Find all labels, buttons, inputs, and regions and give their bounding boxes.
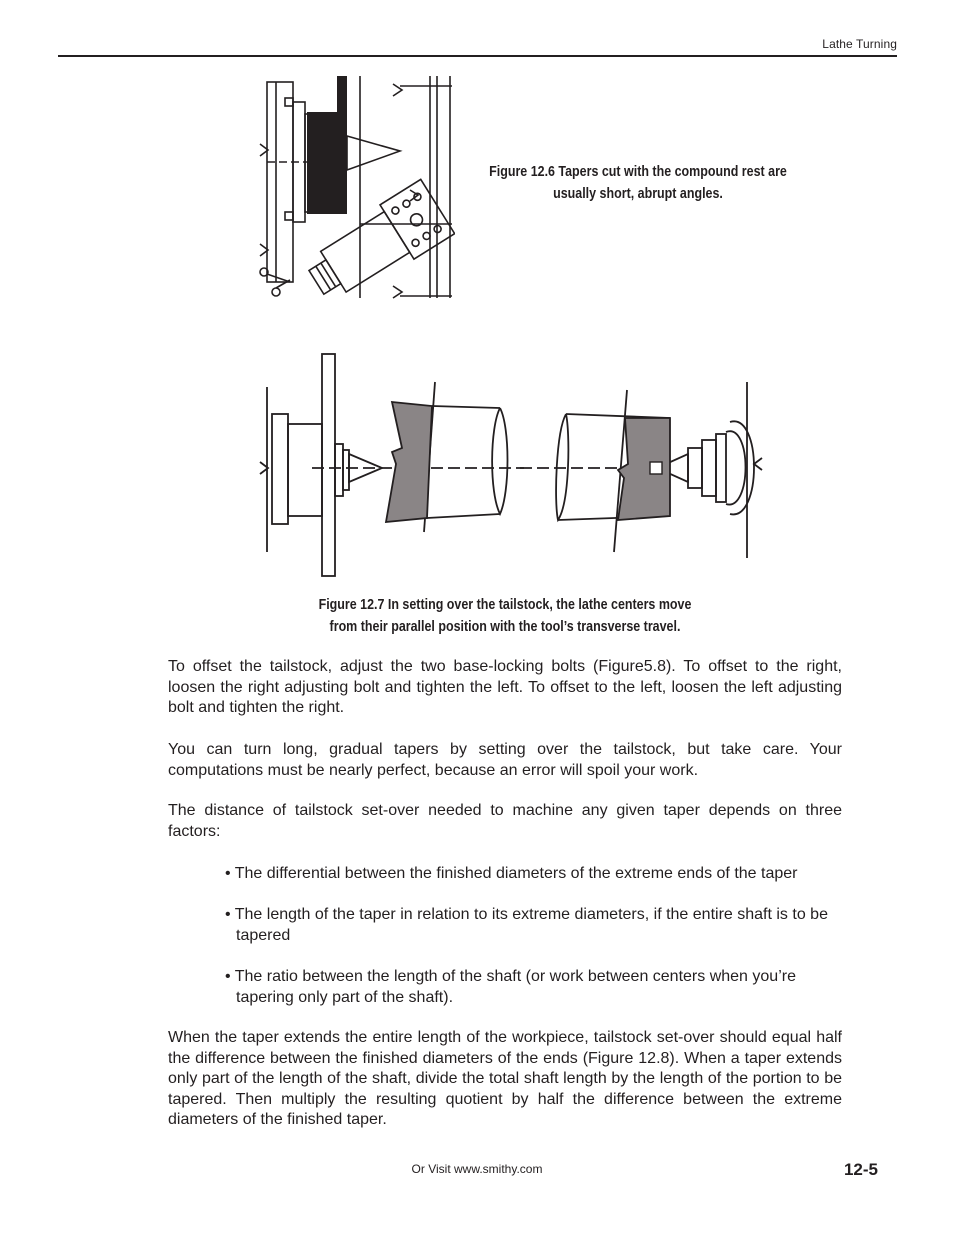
caption-line: Figure 12.6 Tapers cut with the compound rest are bbox=[489, 164, 787, 180]
running-header: Lathe Turning bbox=[822, 37, 897, 51]
list-item bbox=[225, 966, 842, 1008]
list-item bbox=[225, 863, 842, 884]
header-rule bbox=[58, 55, 897, 57]
figure-12-6-caption bbox=[469, 161, 806, 205]
figure-12-7-caption bbox=[277, 594, 733, 638]
caption-line: Figure 12.7 In setting over the tailstock, the lathe centers move bbox=[318, 597, 692, 613]
bullet-text: • The ratio between the length of the shaft (or work between centers when you’re tapering only part of the shaft). bbox=[225, 968, 796, 1006]
figure-12-7-drawing bbox=[252, 352, 772, 580]
figure-12-6-drawing bbox=[250, 74, 455, 312]
caption-line: from their parallel position with the tool’s transverse travel. bbox=[329, 619, 681, 635]
page-number: 12-5 bbox=[843, 1160, 878, 1179]
paragraph-offset-tailstock: To offset the tailstock, adjust the two base-locking bolts (Figure5.8). To offset to the right, loosen the right adjusting bolt and tighten the left. To offset to the left, loosen the left adjusting bolt and tighten the right. bbox=[168, 658, 842, 716]
paragraph-long-tapers: You can turn long, gradual tapers by setting over the tailstock, but take care. Your computations must be nearly perfect, because an error will spoil your work. bbox=[168, 741, 842, 779]
paragraph-set-over-factors: The distance of tailstock set-over needed to machine any given taper depends on three factors: bbox=[168, 802, 842, 840]
bullet-text: • The differential between the finished diameters of the extreme ends of the taper bbox=[225, 865, 798, 882]
caption-line: usually short, abrupt angles. bbox=[553, 186, 723, 202]
list-item bbox=[225, 904, 835, 946]
footer-website: Or Visit www.smithy.com bbox=[411, 1162, 543, 1176]
paragraph-full-length-taper: When the taper extends the entire length of the workpiece, tailstock set-over should equal half the difference between the finished diameters of the ends (Figure 12.8). When a taper extends only part of the length of the shaft, divide the total shaft length by the length of the portion to be tapered. Then multiply the resulting quotient by half the difference between the extreme diameters of the finished taper. bbox=[168, 1029, 842, 1128]
bullet-text: • The length of the taper in relation to its extreme diameters, if the entire shaft is to be tapered bbox=[225, 906, 828, 944]
